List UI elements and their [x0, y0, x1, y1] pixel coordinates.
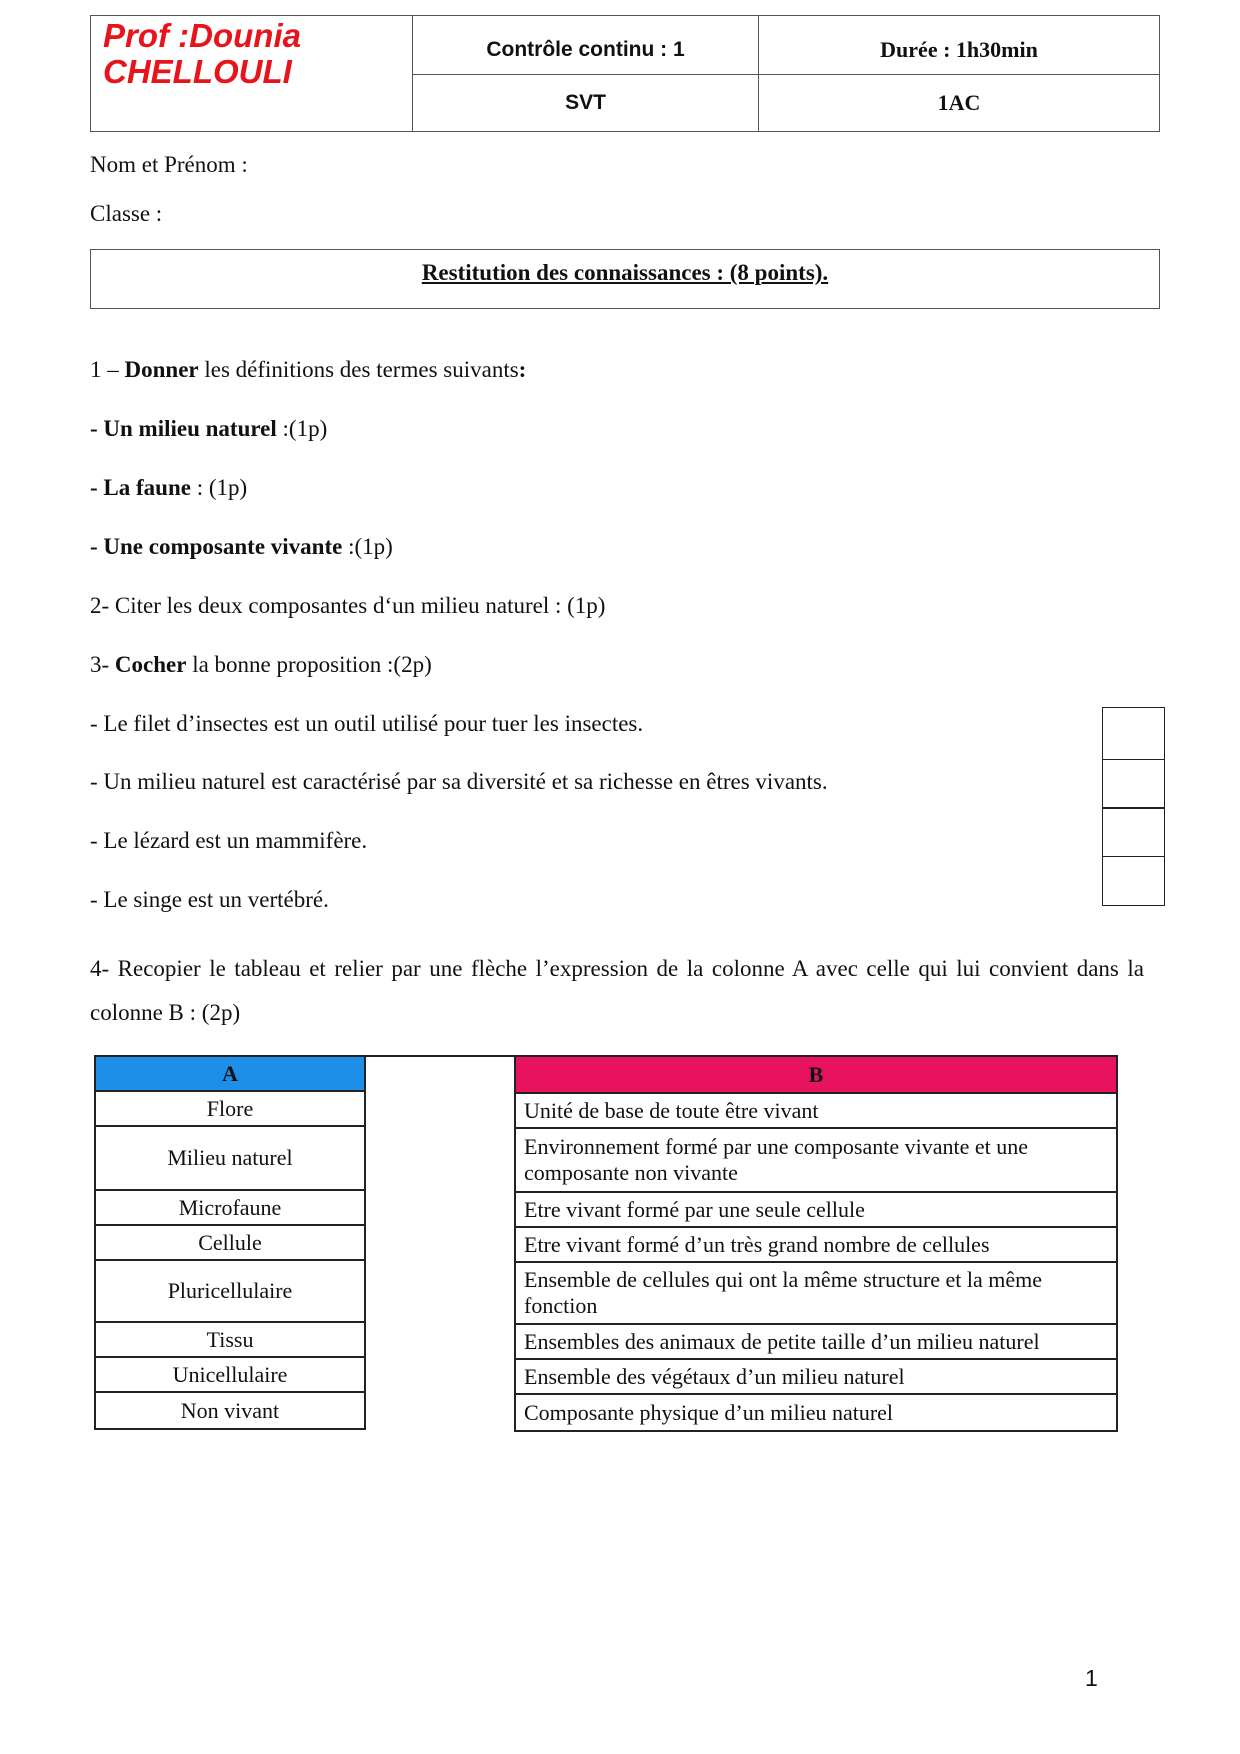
checkbox-2[interactable] [1102, 759, 1165, 809]
section-title: Restitution des connaissances : (8 points). [421, 260, 829, 285]
column-b-cell: Unité de base de toute être vivant [514, 1092, 1118, 1129]
name-field-label: Nom et Prénom : [90, 152, 248, 177]
column-a-cell: Cellule [94, 1224, 366, 1261]
teacher-line-1: Prof :Dounia [103, 17, 301, 54]
column-b-cell: Environnement formé par une composante vivante et une composante non vivante [514, 1127, 1118, 1193]
q1-term-2 [90, 475, 247, 501]
term-points: :(1p) [342, 534, 393, 559]
column-a-cell: Pluricellulaire [94, 1259, 366, 1323]
question-2: 2- Citer les deux composantes d‘un milieu naturel : (1p) [90, 593, 606, 618]
column-b-header: B [514, 1055, 1118, 1094]
term-label: - Un milieu naturel [90, 416, 277, 441]
checkbox-3[interactable] [1102, 807, 1165, 857]
q1-colon: : [518, 357, 527, 382]
term-label: - La faune [90, 475, 191, 500]
term-label: - Une composante vivante [90, 534, 343, 559]
column-b-cell: Etre vivant formé par une seule cellule [514, 1191, 1118, 1228]
q3-number: 3- [90, 652, 115, 677]
q3-verb: Cocher [114, 652, 187, 677]
question-3 [90, 652, 432, 678]
page-number: 1 [1085, 1665, 1098, 1691]
q1-term-1 [90, 416, 327, 442]
proposition-3: - Le lézard est un mammifère. [90, 828, 368, 853]
teacher-name [91, 16, 413, 131]
column-b-cell: Composante physique d’un milieu naturel [514, 1393, 1118, 1432]
exam-duration: Durée : 1h30min [759, 16, 1159, 75]
subject: SVT [413, 75, 759, 131]
column-b-cell: Ensembles des animaux de petite taille d’un milieu naturel [514, 1323, 1118, 1360]
term-points: : (1p) [190, 475, 248, 500]
exam-header-table [90, 15, 1160, 132]
teacher-line-2: CHELLOULI [103, 53, 292, 90]
term-points: :(1p) [276, 416, 328, 441]
q3-text: la bonne proposition :(2p) [186, 652, 432, 677]
checkbox-4[interactable] [1102, 856, 1165, 906]
column-b-cell: Ensemble de cellules qui ont la même structure et la même fonction [514, 1261, 1118, 1325]
proposition-1: - Le filet d’insectes est un outil utilisé pour tuer les insectes. [90, 711, 644, 736]
q1-text: les définitions des termes suivants [198, 357, 519, 382]
proposition-4: - Le singe est un vertébré. [90, 887, 329, 912]
table-middle-gap [366, 1055, 514, 1092]
column-b-cell: Etre vivant formé d’un très grand nombre de cellules [514, 1226, 1118, 1263]
column-a-cell: Microfaune [94, 1189, 366, 1226]
q1-verb: Donner [124, 357, 199, 382]
column-a-cell: Tissu [94, 1321, 366, 1358]
exam-type: Contrôle continu : 1 [413, 16, 759, 75]
column-a-cell: Non vivant [94, 1391, 366, 1430]
matching-table [94, 1055, 1124, 1435]
checkbox-column [1102, 707, 1165, 906]
column-a-cell: Milieu naturel [94, 1125, 366, 1191]
column-a-cell: Flore [94, 1090, 366, 1127]
q1-term-3 [90, 534, 393, 560]
section-title-box [90, 249, 1160, 309]
question-1 [90, 357, 526, 383]
grade-level: 1AC [937, 90, 981, 115]
class-field-label: Classe : [90, 201, 163, 226]
checkbox-1[interactable] [1102, 707, 1165, 760]
question-4: 4- Recopier le tableau et relier par une flèche l’expression de la colonne A avec celle qui lui convient dans la colonne B : (2p) [90, 956, 1144, 1025]
column-a-cell: Unicellulaire [94, 1356, 366, 1393]
q1-number: 1 – [90, 357, 125, 382]
proposition-2: - Un milieu naturel est caractérisé par sa diversité et sa richesse en êtres vivants. [90, 769, 828, 794]
column-b-cell: Ensemble des végétaux d’un milieu naturel [514, 1358, 1118, 1395]
column-a-header: A [94, 1055, 366, 1092]
